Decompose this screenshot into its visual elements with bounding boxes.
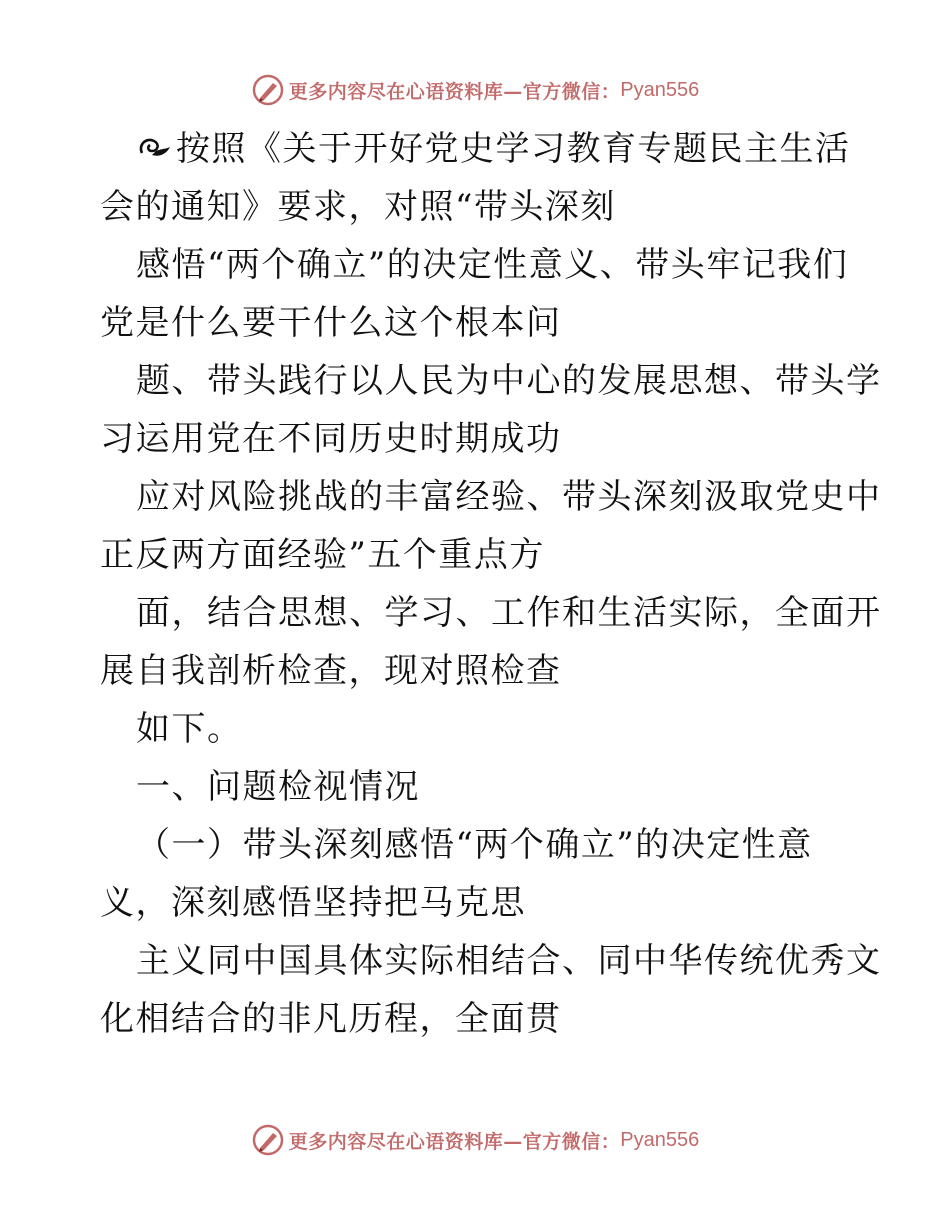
watermark-account: Pyan556 — [620, 78, 700, 101]
leaf-bullet-icon — [136, 133, 176, 163]
paragraph-line: 应对风险挑战的丰富经验、带头深刻汲取党史中 — [136, 477, 882, 517]
paragraph-line: 义，深刻感悟坚持把马克思 — [100, 883, 526, 923]
pen-logo-icon — [251, 1123, 285, 1157]
watermark-text: 更多内容尽在心语资料库—官方微信： — [288, 80, 621, 103]
pen-logo-icon — [251, 73, 285, 107]
paragraph-line: 主义同中国具体实际相结合、同中华传统优秀文 — [136, 941, 882, 981]
section-heading: 一、问题检视情况 — [136, 767, 420, 807]
paragraph-line: 按照《关于开好党史学习教育专题民主生活 — [100, 120, 860, 178]
paragraph-line: 感悟“两个确立”的决定性意义、带头牢记我们 — [136, 245, 849, 285]
paragraph-line: 党是什么要干什么这个根本问 — [100, 303, 562, 343]
paragraph-line: 化相结合的非凡历程，全面贯 — [100, 999, 562, 1039]
document-body — [100, 120, 882, 1048]
paragraph-line: 题、带头践行以人民为中心的发展思想、带头学 — [136, 361, 882, 401]
paragraph-line: 展自我剖析检查，现对照检查 — [100, 651, 562, 691]
subsection-heading: （一）带头深刻感悟“两个确立”的决定性意 — [136, 825, 813, 865]
paragraph-line: 正反两方面经验”五个重点方 — [100, 535, 545, 575]
watermark-text: 更多内容尽在心语资料库—官方微信： — [288, 1130, 621, 1153]
paragraph-line: 面，结合思想、学习、工作和生活实际，全面开 — [136, 593, 882, 633]
footer-watermark — [0, 1120, 950, 1160]
paragraph-line: 如下。 — [136, 709, 243, 749]
watermark-account: Pyan556 — [620, 1128, 700, 1151]
paragraph-line: 习运用党在不同历史时期成功 — [100, 419, 562, 459]
paragraph-line: 会的通知》要求，对照“带头深刻 — [100, 187, 616, 227]
header-watermark — [0, 70, 950, 110]
